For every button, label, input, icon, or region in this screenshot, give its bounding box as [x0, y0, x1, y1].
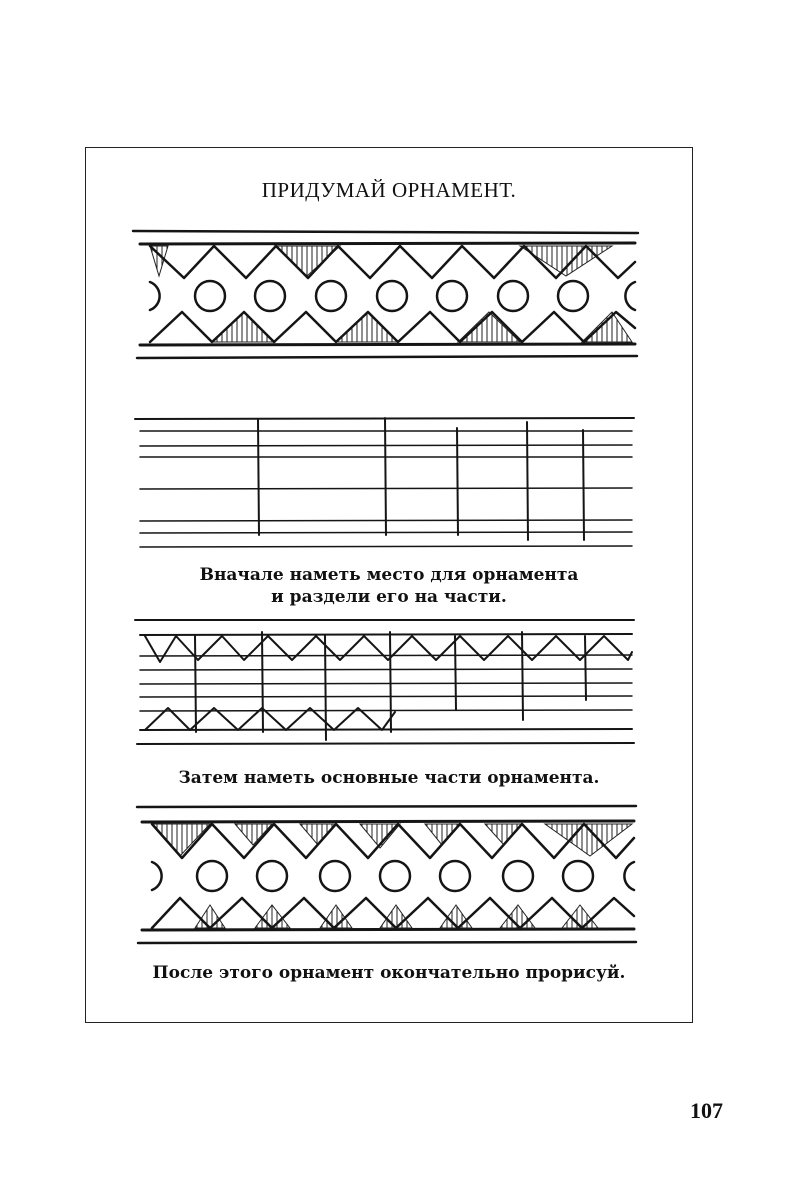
ornament-step2-sketch: [135, 620, 634, 744]
step2-caption: Затем наметь основные части орнамента.: [178, 768, 600, 788]
page-number: 107: [690, 1098, 723, 1123]
ornament-step3-final: [137, 806, 636, 943]
step1-caption-line1: Вначале наметь место для орнамента: [199, 565, 579, 585]
step3-caption: После этого орнамент окончательно прорисуй.: [152, 963, 626, 983]
ornament-example-top: [133, 231, 638, 358]
step1-caption-line2: и раздели его на части.: [271, 587, 507, 607]
page-title: ПРИДУМАЙ ОРНАМЕНТ.: [261, 178, 517, 202]
step1-caption: [85, 564, 693, 608]
ornament-step1-grid: [135, 418, 634, 547]
